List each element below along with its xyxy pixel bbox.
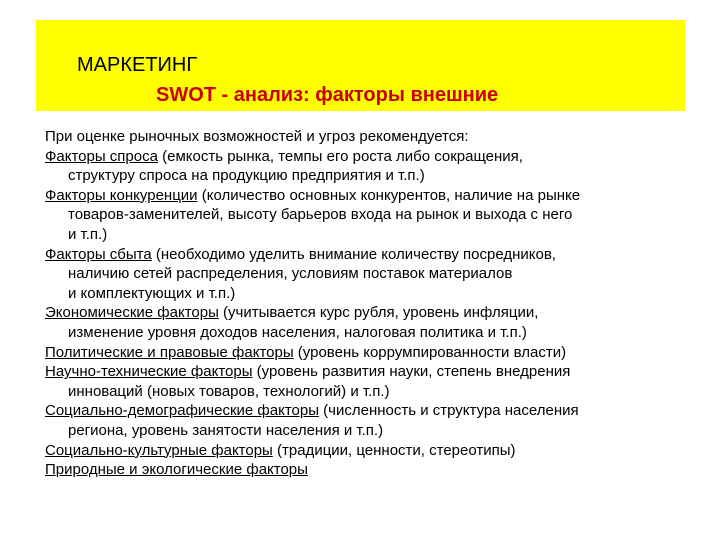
- factor-description: (уровень развития науки, степень внедрения: [252, 363, 571, 381]
- factor-item: [45, 441, 675, 461]
- factor-description-continued: наличию сетей распределения, условиям поставок материалов: [68, 265, 513, 283]
- factor-description: (емкость рынка, темпы его роста либо сокращения,: [157, 147, 523, 165]
- factor-item: [45, 343, 675, 363]
- factor-item: [45, 460, 675, 480]
- factor-item: [45, 147, 675, 186]
- factor-description-continued: и т.п.): [68, 225, 108, 243]
- factor-list: [45, 147, 675, 480]
- factor-term: Экономические факторы: [45, 304, 219, 322]
- factor-item: [45, 245, 675, 304]
- factor-term: Социально-культурные факторы: [45, 441, 273, 459]
- factor-description-continued: инноваций (новых товаров, технологий) и т.п.): [68, 382, 390, 400]
- factor-term: Научно-технические факторы: [45, 363, 253, 381]
- factor-description-continued: региона, уровень занятости населения и т.п.): [68, 421, 384, 439]
- factor-description: (учитывается курс рубля, уровень инфляции,: [218, 304, 539, 322]
- factors-text-block: [45, 127, 675, 480]
- factor-term: Социально-демографические факторы: [45, 402, 319, 420]
- factor-description: (традиции, ценности, стереотипы): [272, 441, 516, 459]
- factor-item: [45, 303, 675, 342]
- slide-heading: МАРКЕТИНГ: [77, 54, 198, 76]
- slide-subheading: SWOT - анализ: факторы внешние: [156, 84, 499, 106]
- factor-description: (необходимо уделить внимание количеству посредников,: [151, 245, 556, 263]
- factor-item: [45, 401, 675, 440]
- factor-term: Факторы сбыта: [45, 245, 152, 263]
- factor-description-continued: структуру спроса на продукцию предприятия и т.п.): [68, 167, 425, 185]
- intro-text: При оценке рыночных возможностей и угроз рекомендуется:: [45, 128, 469, 145]
- factor-term: Природные и экологические факторы: [45, 461, 308, 479]
- factor-description: (уровень коррумпированности власти): [293, 343, 567, 361]
- factor-term: Факторы конкуренции: [45, 186, 198, 204]
- factor-description: (численность и структура населения: [319, 402, 579, 420]
- factor-description: (количество основных конкурентов, наличие на рынке: [197, 186, 581, 204]
- factor-term: Факторы спроса: [45, 147, 158, 165]
- factor-item: [45, 362, 675, 401]
- factor-description-continued: и комплектующих и т.п.): [68, 284, 236, 302]
- factor-term: Политические и правовые факторы: [45, 343, 294, 361]
- factor-item: [45, 186, 675, 245]
- factor-description-continued: изменение уровня доходов населения, налоговая политика и т.п.): [68, 323, 527, 341]
- factor-description-continued: товаров-заменителей, высоту барьеров входа на рынок и выхода с него: [68, 206, 573, 224]
